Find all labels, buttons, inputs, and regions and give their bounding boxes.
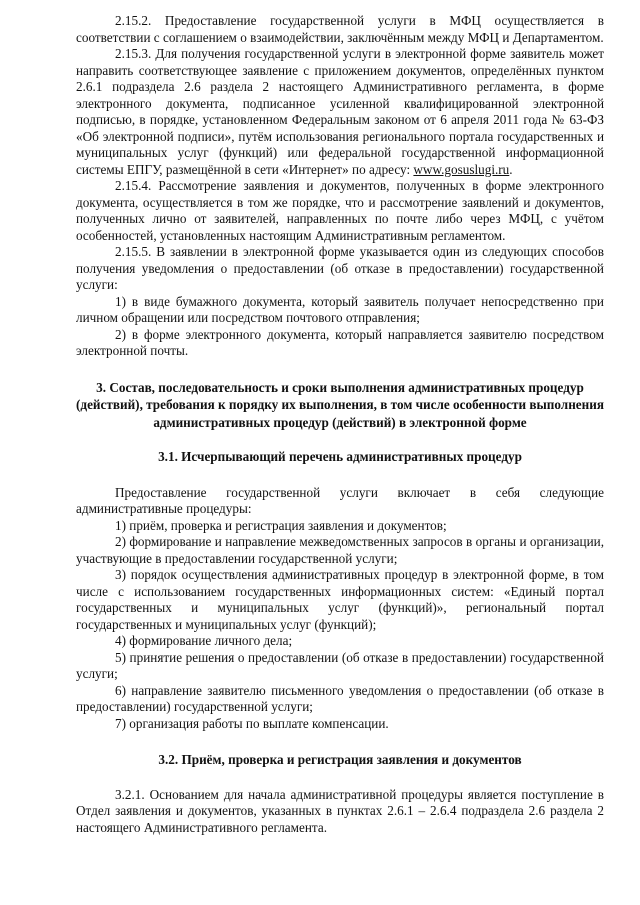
procedure-item-2: 2) формирование и направление межведомственных запросов в органы и организации, участвующие в предоставлении государственной услуги; [76, 534, 604, 566]
procedure-item-1: 1) приём, проверка и регистрация заявления и документов; [115, 517, 447, 533]
list-item-paper: 1) в виде бумажного документа, который заявитель получает непосредственно при личном обращении или посредством почтового отправления; [76, 293, 604, 325]
procedure-item-5: 5) принятие решения о предоставлении (об отказе в предоставлении) государственной услуги; [76, 649, 604, 681]
paragraph-2-15-4: 2.15.4. Рассмотрение заявления и документов, полученных в форме электронного документа, осуществляется в том же порядке, что и рассмотрение заявлений и документов, полученных лично от заявителей, направленных по почте либо через МФЦ, с учётом особенностей, установленных настоящим Административным регламентом. [76, 178, 604, 243]
procedure-item-7: 7) организация работы по выплате компенсации. [115, 715, 389, 731]
paragraph-2-15-5: 2.15.5. В заявлении в электронной форме указывается один из следующих способов получения уведомления о предоставлении (об отказе в предоставлении) государственной услуги: [76, 244, 604, 292]
list-item-electronic: 2) в форме электронного документа, который направляется заявителю посредством электронной почты. [76, 326, 604, 358]
section-3-1-heading: 3.1. Исчерпывающий перечень административных процедур [158, 449, 522, 464]
procedure-item-6: 6) направление заявителю письменного уведомления о предоставлении (об отказе в предоставлении) государственной услуги; [76, 682, 604, 714]
procedure-item-4: 4) формирование личного дела; [115, 633, 293, 648]
section-3-2-heading: 3.2. Приём, проверка и регистрация заявления и документов [158, 752, 522, 767]
gosuslugi-link[interactable]: www.gosuslugi.ru [413, 161, 510, 177]
document-page [76, 13, 604, 836]
section-3-heading: 3. Состав, последовательность и сроки выполнения административных процедур (действий), требования к порядку их выполнения, в том числе особенности выполнения административных процедур (действий) в электронной форме [76, 379, 604, 430]
procedures-intro: Предоставление государственной услуги включает в себя следующие административные процедуры: [76, 484, 604, 516]
paragraph-2-15-3-text: 2.15.3. Для получения государственной услуги в электронной форме заявитель может направить соответствующее заявление с приложением документов, определённых пунктом 2.6.1 подраздела 2.6 раздела 2 настоящего Административного регламента, в форме электронного документа, подписанное усиленной квалифицированной электронной подписью, в порядке, установленном Федеральным законом от 6 апреля 2011 года № 63-ФЗ «Об электронной подписи», путём использования регионального портала государственных и муниципальных услуг (функций) или федеральной государственной информационной системы ЕПГУ, размещённой в сети «Интернет» по адресу: [76, 46, 604, 177]
procedure-item-3: 3) порядок осуществления административных процедур в электронной форме, в том числе с использованием государственных информационных систем: «Единый портал государственных и муниципальных услуг (функций)», региональный портал государственных и муниципальных услуг (функций); [76, 567, 604, 632]
link-trailing-punct: . [509, 161, 513, 177]
paragraph-3-2-1: 3.2.1. Основанием для начала административной процедуры является поступление в Отдел заявления и документов, указанных в пунктах 2.6.1 – 2.6.4 подраздела 2.6 раздела 2 настоящего Административного регламента. [76, 786, 604, 835]
paragraph-2-15-3 [76, 46, 604, 178]
paragraph-2-15-2: 2.15.2. Предоставление государственной услуги в МФЦ осуществляется в соответствии с соглашением о взаимодействии, заключённым между МФЦ и Департаментом. [76, 13, 604, 45]
